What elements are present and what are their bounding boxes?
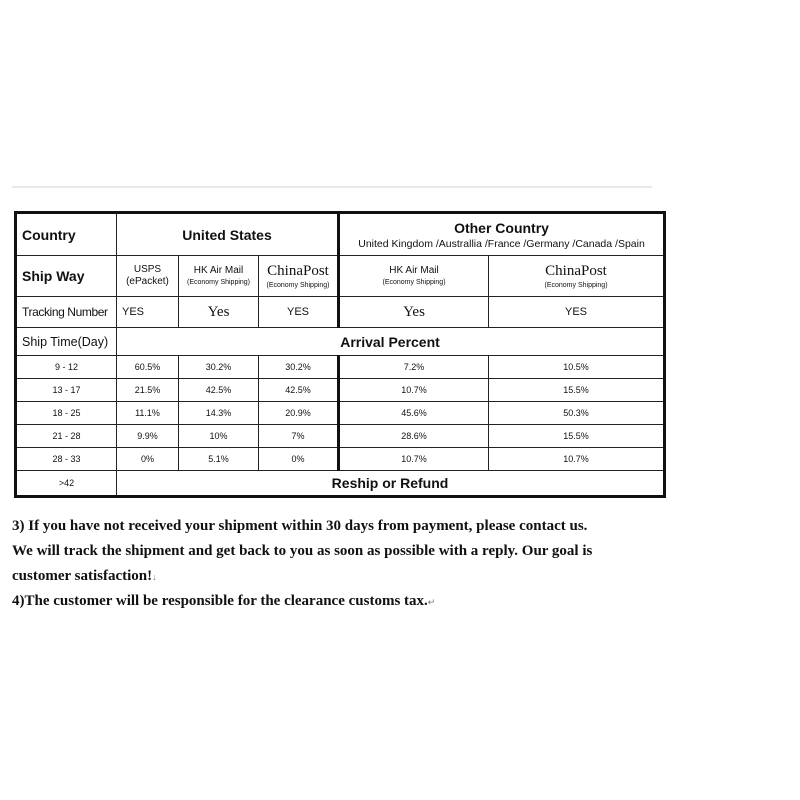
note-line-1: 3) If you have not received your shipment within 30 days from payment, please contact us. [12,518,588,534]
ship-way-sub: (Economy Shipping) [382,279,446,286]
tracking-row [16,297,665,328]
ship-way-name: USPS [133,264,162,275]
value-cell: 7% [259,425,339,448]
days-cell: 21 - 28 [16,425,117,448]
ship-way-name: HK Air Mail [389,265,439,276]
value-cell: 0% [117,448,179,471]
tracking-label [16,297,117,328]
value-cell: 30.2% [179,356,259,379]
value-cell: 10.7% [339,448,489,471]
reship-cell: Reship or Refund [117,471,665,497]
tracking-hk-other: Yes [339,297,489,328]
value-cell: 50.3% [489,402,665,425]
days-cell: 13 - 17 [16,379,117,402]
top-divider [12,186,652,188]
other-country-header [339,213,665,256]
tracking-chinapost-us: YES [259,297,339,328]
country-label: Country [16,213,117,256]
notes-block [12,514,672,614]
arrival-percent-header: Arrival Percent [117,328,665,356]
over-days-cell: >42 [16,471,117,497]
value-cell: 20.9% [259,402,339,425]
united-states-header: United States [117,213,339,256]
value-cell: 30.2% [259,356,339,379]
value-cell: 45.6% [339,402,489,425]
ship-time-label-text: Ship Time(Day) [22,334,109,349]
ship-time-label [16,328,117,356]
days-cell: 18 - 25 [16,402,117,425]
value-cell: 42.5% [179,379,259,402]
days-cell: 9 - 12 [16,356,117,379]
ship-way-chinapost-us [259,256,339,297]
table-row [16,356,665,379]
value-cell: 0% [259,448,339,471]
value-cell: 14.3% [179,402,259,425]
tracking-chinapost-other: YES [489,297,665,328]
ship-time-row [16,328,665,356]
note-line-4-text: 4)The customer will be responsible for the clearance customs tax. [12,593,428,609]
note-line-3-text: customer satisfaction! [12,568,153,584]
table-row [16,402,665,425]
value-cell: 5.1% [179,448,259,471]
table-row [16,379,665,402]
value-cell: 21.5% [117,379,179,402]
ship-way-sub: (Economy Shipping) [266,282,330,289]
tracking-usps: YES [117,297,179,328]
note-line-4 [12,589,672,614]
value-cell: 10.7% [489,448,665,471]
other-country-list: United Kingdom /Australlia /France /Germany /Canada /Spain [358,237,645,250]
paragraph-mark: ↓ [152,572,157,582]
value-cell: 11.1% [117,402,179,425]
value-cell: 7.2% [339,356,489,379]
other-country-title: Other Country [454,219,549,236]
days-cell: 28 - 33 [16,448,117,471]
note-line-2: We will track the shipment and get back to you as soon as possible with a reply. Our goal is [12,543,593,559]
reship-row [16,471,665,497]
table-row [16,448,665,471]
ship-way-name: ChinaPost [545,263,607,279]
note-line-3 [12,564,672,589]
value-cell: 15.5% [489,425,665,448]
ship-way-sub: (Economy Shipping) [544,282,608,289]
value-cell: 9.9% [117,425,179,448]
ship-way-sub: (Economy Shipping) [186,279,251,286]
value-cell: 10.5% [489,356,665,379]
value-cell: 60.5% [117,356,179,379]
ship-way-label: Ship Way [16,256,117,297]
ship-way-usps [117,256,179,297]
ship-way-hk-other [339,256,489,297]
shipping-table [14,211,666,498]
tracking-label-text: Tracking Number [22,305,108,319]
table-row [16,425,665,448]
ship-way-hk-us [179,256,259,297]
ship-way-chinapost-other [489,256,665,297]
ship-way-sub: (ePacket) [126,276,169,287]
value-cell: 10.7% [339,379,489,402]
ship-way-name: ChinaPost [267,263,329,279]
value-cell: 42.5% [259,379,339,402]
header-row [16,213,665,256]
value-cell: 10% [179,425,259,448]
ship-way-row [16,256,665,297]
ship-way-name: HK Air Mail [193,265,244,276]
value-cell: 28.6% [339,425,489,448]
paragraph-mark: ↵ [427,597,436,607]
tracking-hk-us: Yes [179,297,259,328]
value-cell: 15.5% [489,379,665,402]
